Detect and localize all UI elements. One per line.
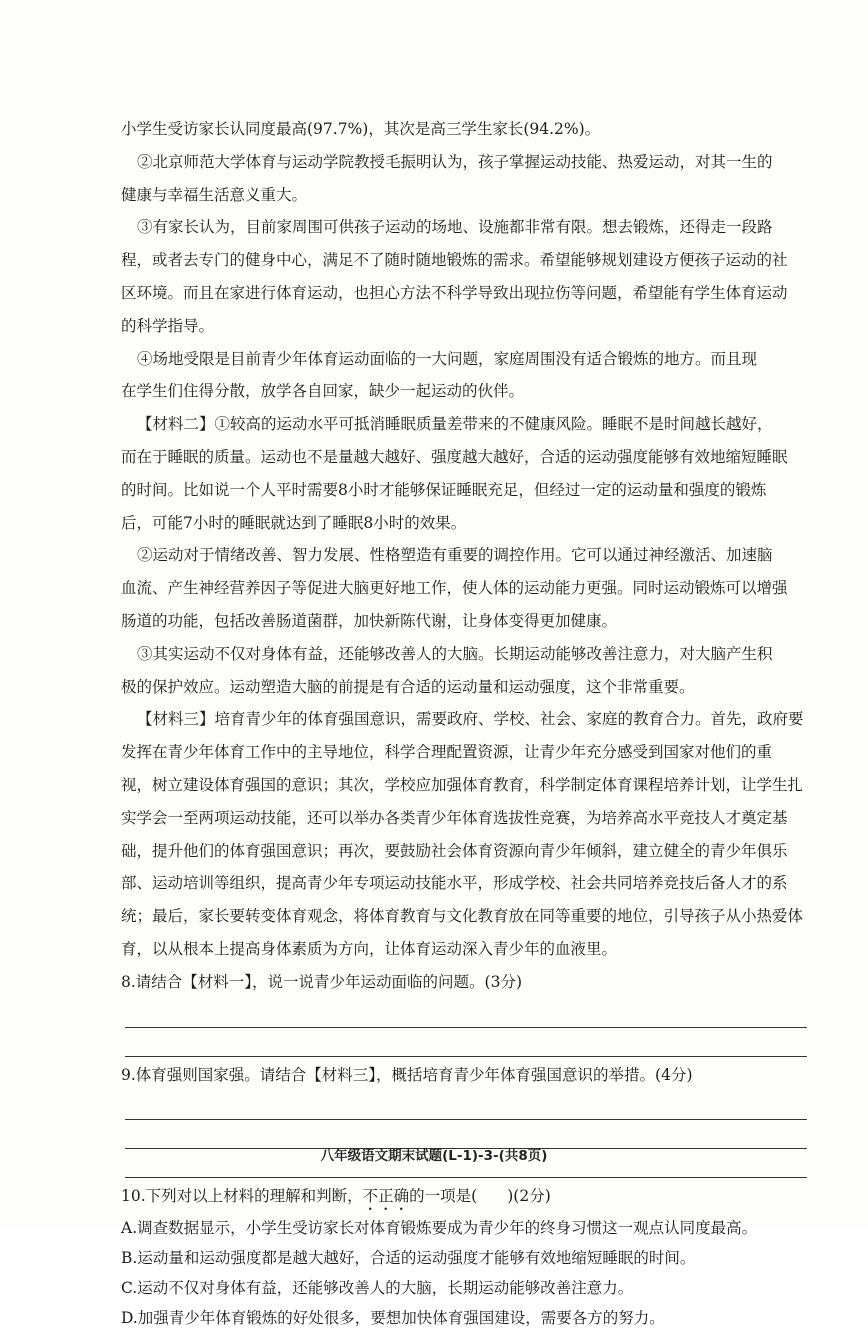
passage-line: 的科学指导。 — [121, 316, 215, 335]
material-three-line: 【材料三】培育青少年的体育强国意识，需要政府、学校、社会、家庭的教育合力。首先，政府要 — [137, 710, 804, 729]
passage-line: 肠道的功能，包括改善肠道菌群，加快新陈代谢，让身体变得更加健康。 — [121, 611, 618, 630]
question-10-prefix: 10.下列对以上材料的理解和判断， — [121, 1187, 363, 1206]
question-10 — [121, 1180, 807, 1213]
answer-line[interactable] — [125, 1091, 807, 1120]
question-9: 9.体育强则国家强。请结合【材料三】，概括培育青少年体育强国意识的举措。(4分) — [121, 1065, 693, 1084]
passage-line: 在学生们住得分散，放学各自回家，缺少一起运动的伙伴。 — [121, 382, 525, 401]
passage-line: 小学生受访家长认同度最高(97.7%)，其次是高三学生家长(94.2%)。 — [121, 120, 601, 138]
passage-line: ③其实运动不仅对身体有益，还能够改善人的大脑。长期运动能够改善注意力，对大脑产生积 — [137, 644, 773, 663]
question-10-middle: 的一项是( — [409, 1187, 478, 1206]
question-8-answer-area[interactable] — [121, 999, 807, 1057]
question-10-suffix: )(2分) — [507, 1187, 551, 1206]
material-two-line: 【材料二】①较高的运动水平可抵消睡眠质量差带来的不健康风险。睡眠不是时间越长越好， — [137, 415, 773, 434]
passage-line: 后，可能7小时的睡眠就达到了睡眠8小时的效果。 — [121, 513, 467, 532]
passage-line: ②北京师范大学体育与运动学院教授毛振明认为，孩子掌握运动技能、热爱运动，对其一生的 — [137, 152, 773, 171]
passage-line: 极的保护效应。运动塑造大脑的前提是有合适的运动量和运动强度，这个非常重要。 — [121, 677, 695, 696]
option-b: B.运动量和运动强度都是越大越好，合适的运动强度才能够有效地缩短睡眠的时间。 — [121, 1249, 696, 1268]
passage-line: 程，或者去专门的健身中心，满足不了随时随地锻炼的需求。希望能够规划建设方便孩子运动的社 — [121, 251, 788, 270]
passage-line: 而在于睡眠的质量。运动也不是量越大越好、强度越大越好，合适的运动强度能够有效地缩短睡眠 — [121, 447, 788, 466]
passage-line: 血流、产生神经营养因子等促进大脑更好地工作，使人体的运动能力更强。同时运动锻炼可以增强 — [121, 579, 788, 598]
passage-line: 部、运动培训等组织，提高青少年专项运动技能水平，形成学校、社会共同培养竞技后备人才的系 — [121, 874, 788, 893]
answer-line[interactable] — [125, 1028, 807, 1057]
page-footer: 八年级语文期末试题(L-1)-3-(共8页) — [320, 1148, 548, 1164]
option-a: A.调查数据显示，小学生受访家长对体育锻炼要成为青少年的终身习惯这一观点认同度最高。 — [121, 1219, 758, 1238]
passage-line: 区环境。而且在家进行体育运动，也担心方法不科学导致出现拉伤等问题，希望能有学生体育运动 — [121, 283, 788, 302]
passage-line: 础，提升他们的体育强国意识；再次，要鼓励社会体育资源向青少年倾斜，建立健全的青少年俱乐 — [121, 841, 788, 860]
passage-line: 育，以从根本上提高身体素质为方向，让体育运动深入青少年的血液里。 — [121, 939, 618, 958]
passage-line: 统；最后，家长要转变体育观念，将体育教育与文化教育放在同等重要的地位，引导孩子从小热爱体 — [121, 907, 804, 926]
question-8: 8.请结合【材料一】，说一说青少年运动面临的问题。(3分) — [121, 972, 522, 991]
passage-line: 视，树立建设体育强国的意识；其次，学校应加强体育教育，科学制定体育课程培养计划，让学生扎 — [121, 775, 804, 794]
option-c: C.运动不仅对身体有益，还能够改善人的大脑，长期运动能够改善注意力。 — [121, 1279, 634, 1298]
passage-line: ④场地受限是目前青少年体育运动面临的一大问题，家庭周围没有适合锻炼的地方。而且现 — [137, 349, 758, 368]
passage-line: 的时间。比如说一个人平时需要8小时才能够保证睡眠充足，但经过一定的运动量和强度的锻炼 — [121, 480, 767, 499]
passage-line: ②运动对于情绪改善、智力发展、性格塑造有重要的调控作用。它可以通过神经激活、加速脑 — [137, 546, 773, 565]
option-d: D.加强青少年体育锻炼的好处很多，要想加快体育强国建设，需要各方的努力。 — [121, 1309, 665, 1328]
question-9-answer-area[interactable] — [121, 1091, 807, 1178]
question-10-emphasis: 不正确 — [362, 1187, 410, 1206]
passage-line: 健康与幸福生活意义重大。 — [121, 185, 308, 204]
passage-line: 实学会一至两项运动技能，还可以举办各类青少年体育选拔性竞赛，为培养高水平竞技人才奠定基 — [121, 808, 788, 827]
answer-line[interactable] — [125, 999, 807, 1028]
passage-line: 发挥在青少年体育工作中的主导地位，科学合理配置资源，让青少年充分感受到国家对他们的重 — [121, 743, 773, 762]
passage-line: ③有家长认为，目前家周围可供孩子运动的场地、设施都非常有限。想去锻炼，还得走一段路 — [137, 218, 773, 237]
